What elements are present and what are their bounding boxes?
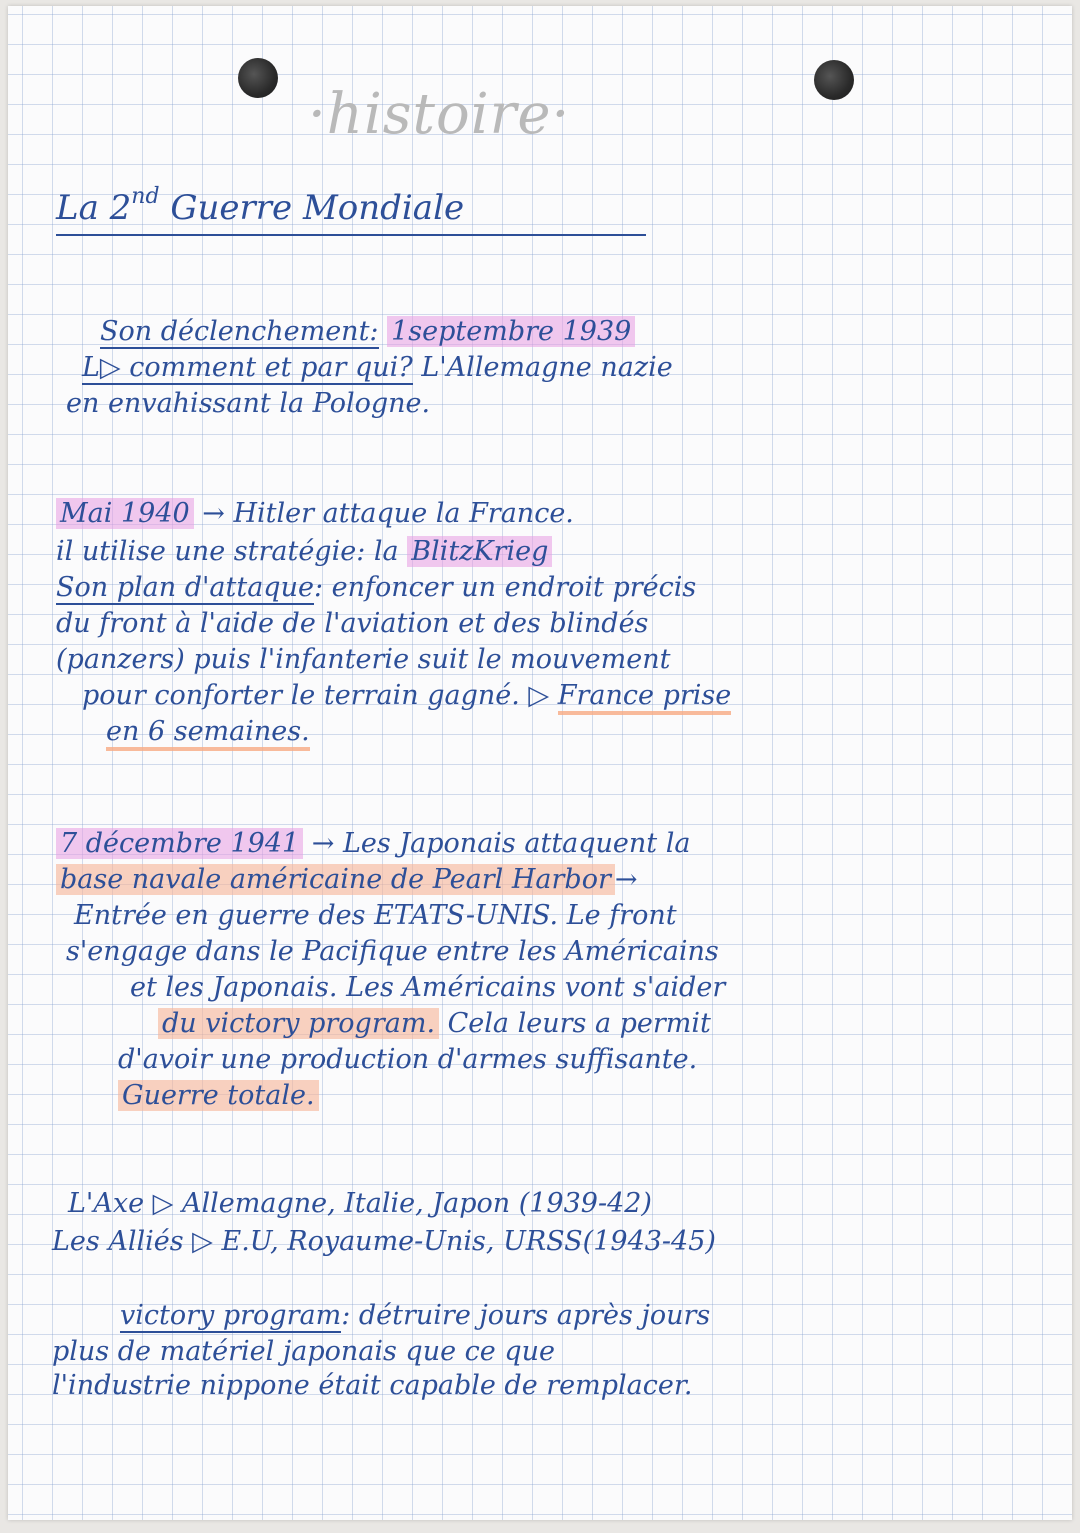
section3-text: → Les Japonais attaquent la <box>311 828 691 859</box>
punch-hole-left <box>238 58 278 98</box>
victory-program-label: victory program <box>120 1300 342 1331</box>
section3-line1 <box>56 828 690 860</box>
allies-line: Les Alliés ▷ E.U, Royaume-Unis, URSS(1943-45) <box>52 1226 716 1257</box>
section2-plan-text: : enfoncer un endroit précis <box>313 572 697 603</box>
section3-date: 7 décembre 1941 <box>56 828 303 859</box>
section2-text: → Hitler attaque la France. <box>202 498 574 529</box>
section2-terrain: pour conforter le terrain gagné. ▷ <box>82 680 550 711</box>
section3-line7: d'avoir une production d'armes suffisante. <box>118 1044 698 1075</box>
section1-label: Son déclenchement: <box>100 316 379 347</box>
section2-line2 <box>56 536 552 568</box>
victory-program-line2: plus de matériel japonais que ce que <box>52 1336 555 1367</box>
victory-program-line3: l'industrie nippone était capable de remplacer. <box>52 1370 693 1401</box>
subject-heading: ·histoire· <box>308 82 571 147</box>
section2-line4: du front à l'aide de l'aviation et des blindés <box>56 608 649 639</box>
section3-line6 <box>158 1008 711 1040</box>
section3-line3: Entrée en guerre des ETATS-UNIS. Le front <box>74 900 677 931</box>
section3-pearl-harbor: base navale américaine de Pearl Harbor <box>56 864 615 895</box>
section2-weeks: en 6 semaines. <box>106 716 310 751</box>
victory-program-line1 <box>120 1300 710 1332</box>
section2-date: Mai 1940 <box>56 498 194 529</box>
section1-question: L▷ comment et par qui? <box>82 352 413 383</box>
victory-program-text: : détruire jours après jours <box>341 1300 711 1331</box>
section1-answer: L'Allemagne nazie <box>421 352 673 383</box>
section1-line1 <box>100 316 635 348</box>
section2-line6 <box>82 680 731 712</box>
section1-line2 <box>82 352 673 384</box>
section1-date: 1septembre 1939 <box>387 316 635 347</box>
section3-line8 <box>118 1080 319 1112</box>
section2-blitzkrieg: BlitzKrieg <box>407 536 552 567</box>
section3-permit: Cela leurs a permit <box>447 1008 711 1039</box>
axis-powers-line: L'Axe ▷ Allemagne, Italie, Japon (1939-42) <box>68 1188 652 1219</box>
section1-line3: en envahissant la Pologne. <box>66 388 431 419</box>
section3-line5: et les Japonais. Les Américains vont s'aider <box>130 972 726 1003</box>
section2-result: France prise <box>558 680 731 715</box>
section2-plan-label: Son plan d'attaque <box>56 572 314 603</box>
section2-strategy: il utilise une stratégie: la <box>56 536 399 567</box>
page-title <box>56 184 646 236</box>
section2-line3 <box>56 572 696 604</box>
title-prefix: La 2 <box>56 188 132 228</box>
section3-line2 <box>56 864 637 896</box>
section3-total-war: Guerre totale. <box>118 1080 319 1111</box>
section2-line1 <box>56 498 574 530</box>
title-rest: Guerre Mondiale <box>170 188 465 228</box>
section2-line5: (panzers) puis l'infanterie suit le mouvement <box>56 644 671 675</box>
punch-hole-right <box>814 60 854 100</box>
title-superscript: nd <box>131 184 160 209</box>
section3-line4: s'engage dans le Pacifique entre les Américains <box>66 936 719 967</box>
section3-victory-program: du victory program. <box>158 1008 439 1039</box>
section2-line7 <box>106 716 310 748</box>
section3-arrow: → <box>614 864 638 895</box>
notebook-page <box>8 6 1072 1520</box>
